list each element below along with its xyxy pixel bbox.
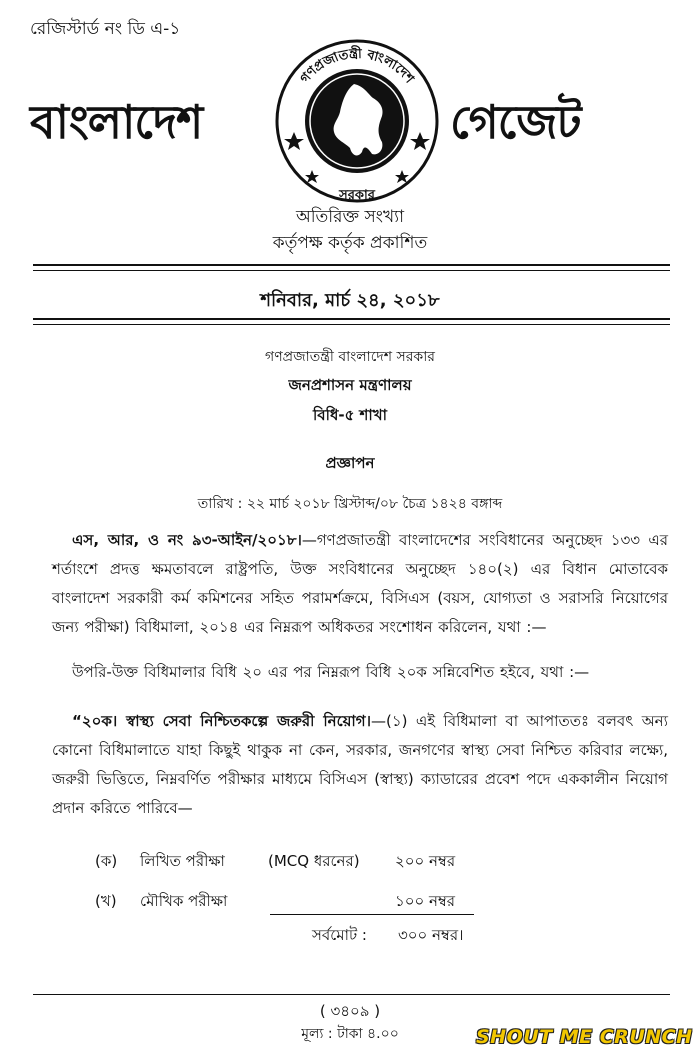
extra-issue-label: অতিরিক্ত সংখ্যা: [295, 207, 405, 227]
total-rule: [270, 914, 474, 915]
rule-text: —(১) এই বিধিমালা বা আপাততঃ বলবৎ অন্য কোনো বিধিমালাতে যাহা কিছুই থাকুক না কেন, সরকার, জনগণের স্বাস্থ্য সেবা নিশ্চিত করিবার লক্ষ্যে, জরুরী ভিত্তিতে, নিম্নবর্ণিত পরীক্ষার মাধ্যমে বিসিএস (স্বাস্থ্য) ক্যাডারের প্রবেশ পদে এককালীন নিয়োগ প্রদান করিতে পারিবে—: [52, 712, 668, 817]
registration-number: রেজিস্টার্ড নং ডি এ-১: [30, 19, 181, 39]
page-number: ( ৩৪০৯ ): [319, 1002, 381, 1020]
exam-marks: ২০০ নম্বর: [395, 852, 456, 870]
insertion-text: উপরি-উক্ত বিধিমালার বিধি ২০ এর পর নিম্নরূপ বিধি ২০ক সন্নিবেশিত হইবে, যথা :—: [72, 663, 590, 681]
government-name: গণপ্রজাতন্ত্রী বাংলাদেশ সরকার: [265, 349, 435, 365]
paragraph-order: [52, 526, 668, 642]
header-rule-bottom: [33, 318, 670, 320]
exam-serial: (খ): [95, 892, 117, 910]
branch-name: বিধি-৫ শাখা: [313, 406, 387, 424]
rule-heading: “২০ক। স্বাস্থ্য সেবা নিশ্চিতকল্পে জরুরী নিয়োগ।: [72, 712, 371, 730]
exam-serial: (ক): [95, 852, 118, 870]
paragraph-rule-20ka: [52, 707, 668, 823]
header-rule-top: [33, 264, 670, 266]
exam-row: [0, 890, 700, 914]
exam-name: মৌখিক পরীক্ষা: [140, 892, 228, 910]
gazette-title-right: গেজেট: [450, 95, 581, 149]
seal-text-bottom: সরকার: [339, 188, 375, 203]
exam-type: (MCQ ধরনের): [268, 852, 360, 870]
notice-date: তারিখ : ২২ মার্চ ২০১৮ খ্রিস্টাব্দ/০৮ চৈত্র ১৪২৪ বঙ্গাব্দ: [197, 496, 503, 512]
header-rule-bottom-thin: [33, 324, 670, 325]
paragraph-insertion: [52, 658, 668, 687]
order-text: —গণপ্রজাতন্ত্রী বাংলাদেশের সংবিধানের অনুচ্ছেদ ১৩৩ এর শর্তাংশে প্রদত্ত ক্ষমতাবলে রাষ্ট্রপতি, উক্ত সংবিধানের অনুচ্ছেদ ১৪০(২) এর বিধান মোতাবেক বাংলাদেশ সরকারী কর্ম কমিশনের সহিত পরামর্শক্রমে, বিসিএস (বয়স, যোগ্যতা ও সরাসরি নিয়োগের জন্য পরীক্ষা) বিধিমালা, ২০১৪ এর নিম্নরূপ অধিকতর সংশোধন করিলেন, যথা :—: [52, 531, 668, 636]
seal-text-top: গণপ্রজাতন্ত্রী বাংলাদেশ: [297, 46, 417, 87]
published-by-label: কর্তৃপক্ষ কর্তৃক প্রকাশিত: [272, 233, 428, 253]
price-label: মূল্য : টাকা ৪.০০: [301, 1026, 399, 1042]
exam-row: [0, 850, 700, 874]
header-rule-top-thin: [33, 270, 670, 271]
exam-marks: ১০০ নম্বর: [395, 892, 456, 910]
government-seal-icon: [272, 36, 442, 206]
exam-name: লিখিত পরীক্ষা: [140, 852, 225, 870]
notice-heading: প্রজ্ঞাপন: [325, 454, 375, 472]
gazette-title-left: বাংলাদেশ: [30, 95, 203, 149]
total-value: ৩০০ নম্বর।: [398, 926, 464, 944]
footer-rule: [33, 994, 670, 995]
total-label: সর্বমোট :: [312, 926, 367, 944]
order-number: এস, আর, ও নং ৯৩-আইন/২০১৮।: [72, 531, 302, 549]
total-row: [0, 924, 700, 948]
issue-date: শনিবার, মার্চ ২৪, ২০১৮: [260, 290, 440, 311]
watermark-logo: SHOUT ME CRUNCH: [476, 1026, 693, 1048]
ministry-name: জনপ্রশাসন মন্ত্রণালয়: [288, 376, 412, 394]
